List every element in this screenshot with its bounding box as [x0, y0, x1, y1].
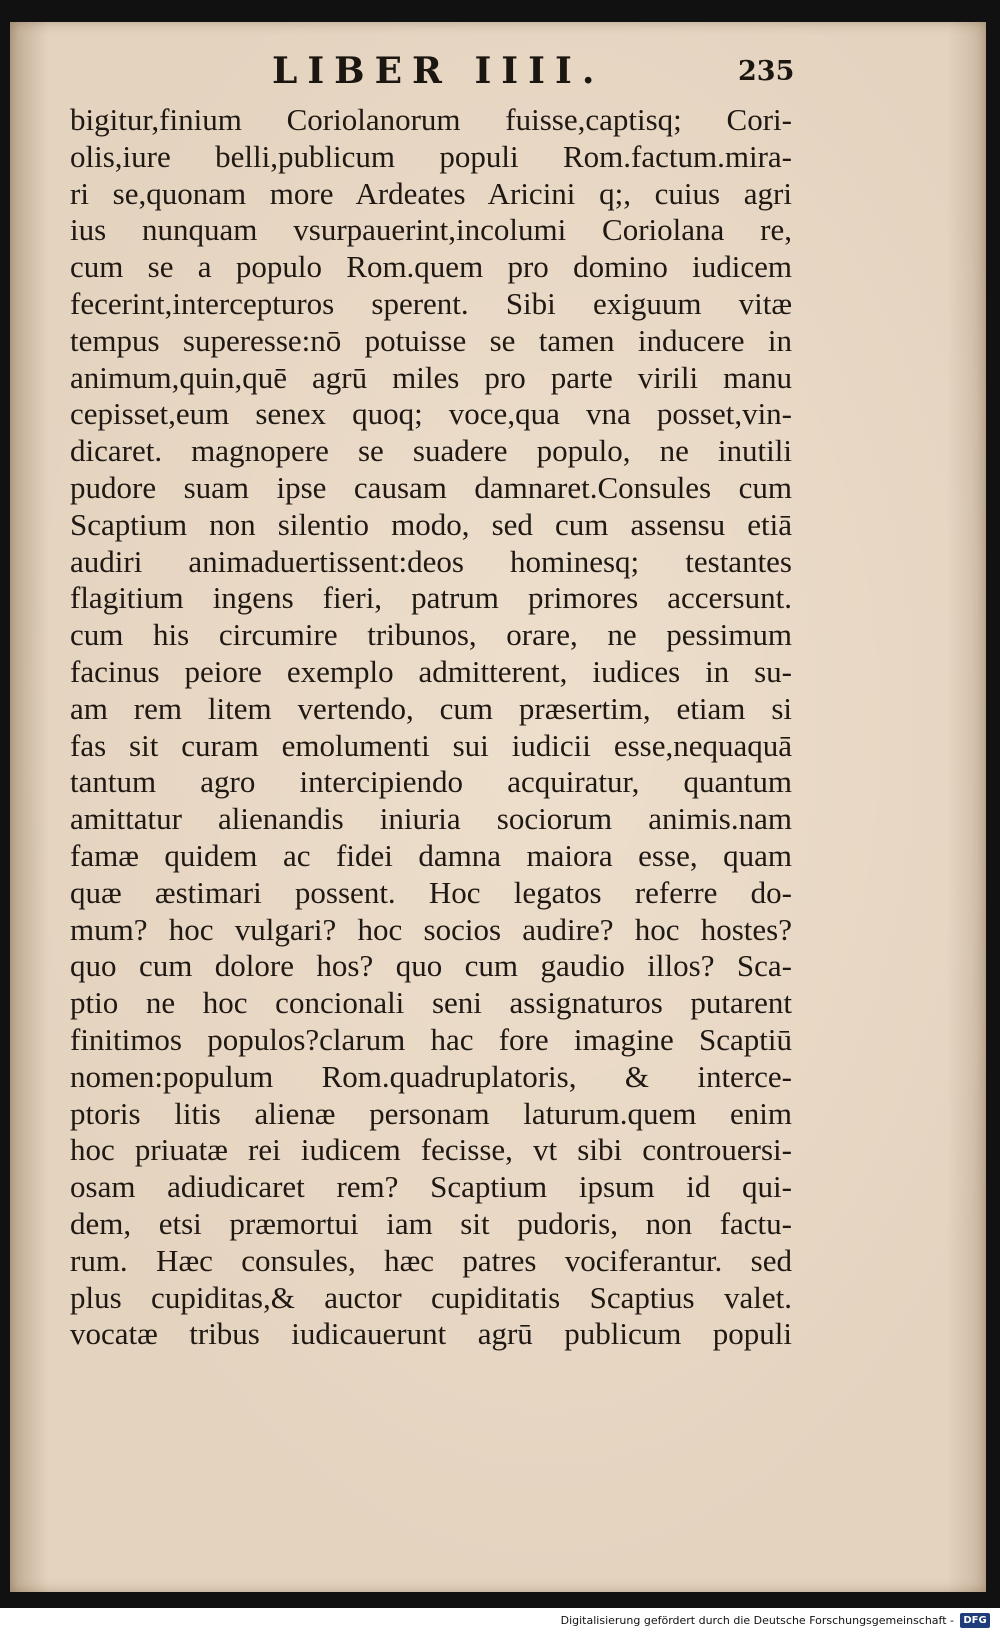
page-number: 235 — [738, 56, 795, 87]
book-page — [10, 22, 986, 1592]
text-line: dem, etsi præmortui iam sit pudoris, non factu- — [70, 1205, 792, 1241]
text-line: ri se,quonam more Ardeates Aricini q;, cuius agri — [70, 175, 792, 211]
footer-credit: Digitalisierung gefördert durch die Deutsche Forschungsgemeinschaft - — [560, 1614, 954, 1627]
text-line: cepisset,eum senex quoq; voce,qua vna posset,vin- — [70, 396, 792, 432]
text-line: facinus peiore exemplo admitterent, iudices in su- — [70, 653, 792, 689]
text-line: audiri animaduertissent:deos hominesq; testantes — [70, 543, 792, 579]
text-line: osam adiudicaret rem? Scaptium ipsum id qui- — [70, 1169, 792, 1205]
text-line: finitimos populos?clarum hac fore imagine Scaptiū — [70, 1021, 792, 1057]
text-line: vocatæ tribus iudicauerunt agrū publicum populi — [70, 1316, 792, 1352]
text-line: animum,quin,quē agrū miles pro parte virili manu — [70, 359, 792, 395]
text-line: mum? hoc vulgari? hoc socios audire? hoc hostes? — [70, 911, 792, 947]
text-line: cum se a populo Rom.quem pro domino iudicem — [70, 249, 792, 285]
running-head-title: LIBER IIII. — [272, 50, 605, 92]
text-line: nomen:populum Rom.quadruplatoris, & interce- — [70, 1058, 792, 1094]
text-line: bigitur,finium Coriolanorum fuisse,captisq; Cori- — [70, 102, 792, 137]
text-line: plus cupiditas,& auctor cupiditatis Scaptius valet. — [70, 1279, 792, 1315]
text-line: ptoris litis alienæ personam laturum.quem enim — [70, 1095, 792, 1131]
text-line: pudore suam ipse causam damnaret.Consules cum — [70, 469, 792, 505]
text-line: am rem litem vertendo, cum præsertim, etiam si — [70, 690, 792, 726]
text-line: flagitium ingens fieri, patrum primores accersunt. — [70, 580, 792, 616]
text-line: quo cum dolore hos? quo cum gaudio illos? Sca- — [70, 948, 792, 984]
dfg-logo: DFG — [960, 1613, 990, 1628]
text-line: rum. Hæc consules, hæc patres vociferantur. sed — [70, 1242, 792, 1278]
text-line: tempus superesse:nō potuisse se tamen inducere in — [70, 322, 792, 358]
text-line: fecerint,intercepturos sperent. Sibi exiguum vitæ — [70, 285, 792, 321]
text-line: cum his circumire tribunos, orare, ne pessimum — [70, 617, 792, 653]
text-line: hoc priuatæ rei iudicem fecisse, vt sibi controuersi- — [70, 1132, 792, 1168]
text-line: Scaptium non silentio modo, sed cum assensu etiā — [70, 506, 792, 542]
text-line: famæ quidem ac fidei damna maiora esse, quam — [70, 837, 792, 873]
digitization-footer — [0, 1612, 996, 1632]
text-line: amittatur alienandis iniuria sociorum animis.nam — [70, 801, 792, 837]
text-line: fas sit curam emolumenti sui iudicii esse,nequaquā — [70, 727, 792, 763]
running-head — [10, 50, 986, 94]
text-line: quæ æstimari possent. Hoc legatos referre do- — [70, 874, 792, 910]
text-line: ptio ne hoc concionali seni assignaturos putarent — [70, 985, 792, 1021]
text-line: dicaret. magnopere se suadere populo, ne inutili — [70, 433, 792, 469]
text-block — [70, 102, 810, 1353]
text-line: olis,iure belli,publicum populi Rom.factum.mira- — [70, 138, 792, 174]
text-line: tantum agro intercipiendo acquiratur, quantum — [70, 764, 792, 800]
text-line: ius nunquam vsurpauerint,incolumi Coriolana re, — [70, 212, 792, 248]
